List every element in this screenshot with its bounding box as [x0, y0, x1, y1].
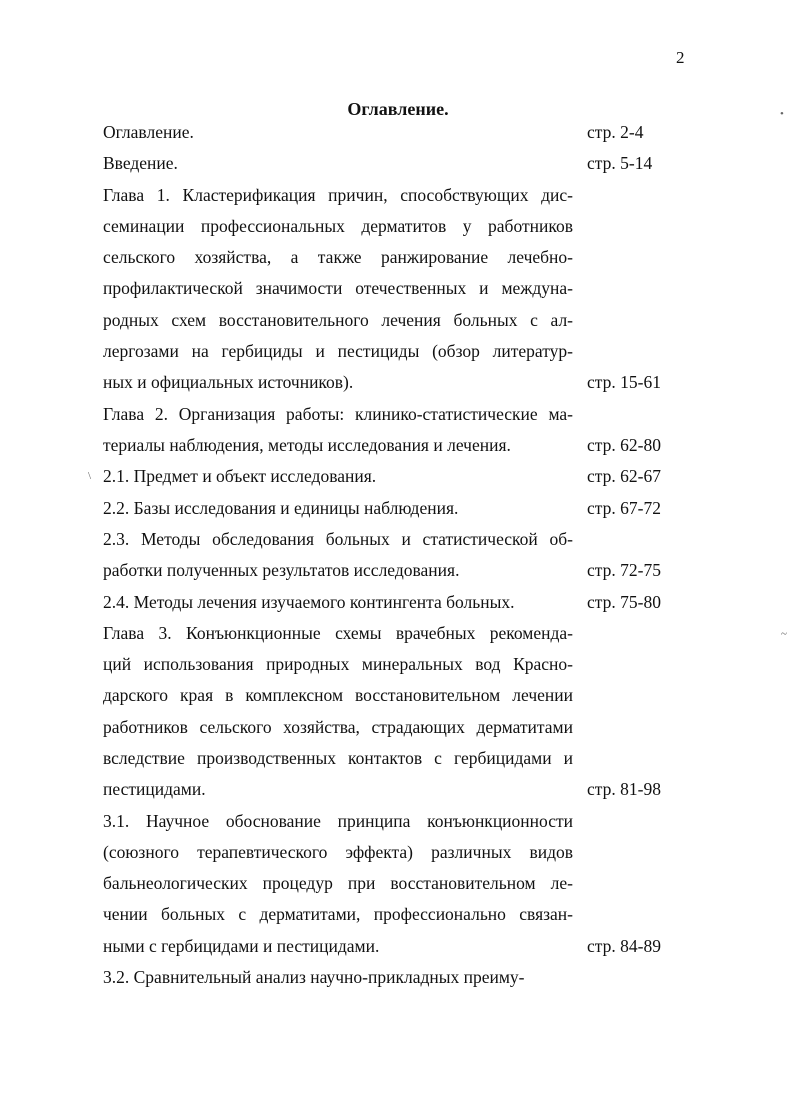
toc-entry [103, 148, 573, 179]
toc-entry-line: ных и официальных источников). [103, 372, 354, 393]
toc-entry [103, 962, 573, 993]
toc-page-ref: стр. 72-75 [587, 560, 661, 581]
toc-entry [103, 117, 573, 148]
toc-entry-line: 2.1. Предмет и объект исследования. [103, 466, 377, 487]
toc-entry [103, 180, 573, 399]
toc-entry-line: 3.1. Научное обоснование принципа конъюнкционности [103, 810, 573, 831]
toc-entry-line: Глава 1. Кластерификация причин, способствующих дис- [103, 184, 573, 205]
toc-entry-line: териалы наблюдения, методы исследования и лечения. [103, 434, 511, 455]
toc-entry-line: работников сельского хозяйства, страдающих дерматитами [103, 716, 573, 737]
toc-page-ref: стр. 67-72 [587, 497, 661, 518]
toc-entry [103, 806, 573, 962]
toc-entry-line: пестицидами. [103, 779, 206, 800]
toc-page-ref: стр. 62-80 [587, 435, 661, 455]
toc-entry [103, 399, 573, 462]
toc-entry [103, 461, 573, 492]
toc-entry-line: бальнеологических процедур при восстановительном ле- [103, 873, 573, 894]
toc-entry-line: Глава 2. Организация работы: клинико-статистические ма- [103, 403, 573, 424]
toc-page-ref: стр. 75-80 [587, 591, 661, 612]
toc-page-ref: стр. 2-4 [587, 122, 644, 142]
toc-entry-line: чении больных с дерматитами, профессионально связан- [103, 904, 573, 925]
toc-entry-line: родных схем восстановительного лечения больных с ал- [103, 309, 573, 330]
toc-entry [103, 493, 573, 524]
toc-entry-line: Глава 3. Конъюнкционные схемы врачебных рекоменда- [103, 622, 573, 643]
toc-heading: Оглавление. [347, 99, 449, 119]
toc-entry-line: вследствие производственных контактов с гербицидами и [103, 747, 573, 768]
toc-entry-line: лергозами на гербициды и пестициды (обзор литератур- [103, 341, 573, 362]
toc-entry-line: Оглавление. [103, 122, 194, 142]
toc-entry-line: семинации профессиональных дерматитов у работников [103, 215, 573, 236]
toc-entry [103, 618, 573, 806]
toc-entry [103, 524, 573, 587]
toc-page-ref: стр. 5-14 [587, 153, 653, 174]
toc-entry-line: 3.2. Сравнительный анализ научно-прикладных преиму- [103, 967, 525, 988]
toc-entry-line: дарского края в комплексном восстановительном лечении [103, 685, 573, 706]
toc-entry-line: (союзного терапевтического эффекта) различных видов [103, 841, 573, 862]
toc-page-ref: стр. 81-98 [587, 779, 661, 800]
toc-entry-line: профилактической значимости отечественных и междуна- [103, 278, 573, 299]
toc-entry-line: 2.3. Методы обследования больных и статистической об- [103, 528, 573, 549]
toc-entry-line: работки полученных результатов исследования. [103, 560, 460, 581]
page-number: 2 [676, 48, 685, 67]
scan-mark: \ [88, 470, 92, 482]
toc-entry-line: ными с гербицидами и пестицидами. [103, 935, 380, 956]
toc-entry-line: 2.4. Методы лечения изучаемого контингента больных. [103, 591, 515, 612]
toc-page-ref: стр. 62-67 [587, 466, 661, 487]
toc-entry-line: ций использования природных минеральных вод Красно- [103, 654, 573, 675]
scan-mark: ~ [781, 628, 787, 640]
toc-entry-line: сельского хозяйства, а также ранжирование лечебно- [103, 247, 573, 268]
toc-page-ref: стр. 84-89 [587, 935, 661, 956]
toc-page-ref: стр. 15-61 [587, 372, 661, 393]
scan-mark: • [780, 108, 784, 120]
toc-entry [103, 587, 573, 618]
toc-entry-line: Введение. [103, 153, 178, 174]
toc-entry-line: 2.2. Базы исследования и единицы наблюдения. [103, 497, 459, 518]
